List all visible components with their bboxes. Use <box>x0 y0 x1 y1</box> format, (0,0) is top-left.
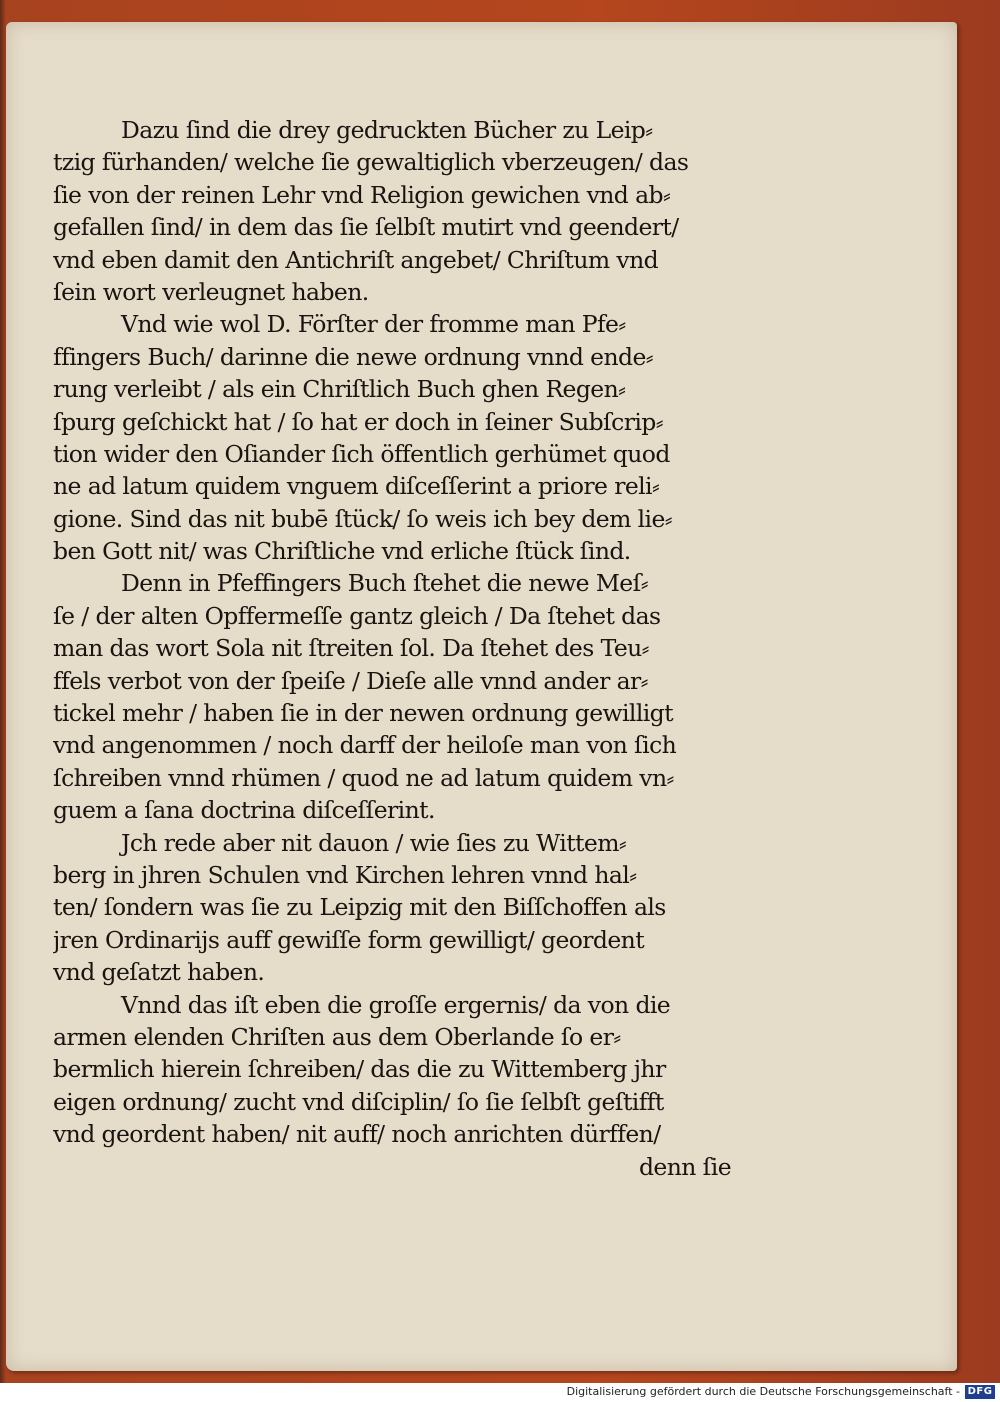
text-line: vnd geordent haben/ nit auff/ noch anrichten dürffen/ <box>53 1120 661 1149</box>
text-line: Vnnd das iſt eben die groſſe ergernis/ da von die <box>121 990 671 1019</box>
footer-credit: Digitalisierung gefördert durch die Deutsche Forschungsgemeinschaft - <box>566 1385 960 1398</box>
text-line: eigen ordnung/ zucht vnd diſciplin/ ſo ſie ſelbſt geſtifft <box>53 1087 664 1116</box>
text-line: man das wort Sola nit ſtreiten ſol. Da ſtehet des Teu⸗ <box>53 634 649 663</box>
text-line: berg in jhren Schulen vnd Kirchen lehren vnnd hal⸗ <box>53 860 637 889</box>
dfg-logo-icon: DFG <box>965 1385 995 1399</box>
text-line: Vnd wie wol D. Förſter der fromme man Pfe⸗ <box>121 310 626 339</box>
catchword: denn ſie <box>638 1152 731 1181</box>
text-line: armen elenden Chriſten aus dem Oberlande ſo er⸗ <box>53 1022 621 1051</box>
text-line: vnd angenommen / noch darff der heiloſe man von ſich <box>53 731 677 760</box>
text-line: gione. Sind das nit bubē ſtück/ ſo weis ich bey dem lie⸗ <box>53 504 672 533</box>
text-line: bermlich hierein ſchreiben/ das die zu Wittemberg jhr <box>53 1055 666 1084</box>
text-line: ten/ ſondern was ſie zu Leipzig mit den Biſſchoffen als <box>53 893 666 922</box>
text-line: tickel mehr / haben ſie in der newen ordnung gewilligt <box>53 699 673 728</box>
book-page <box>6 22 957 1371</box>
text-line: tion wider den Oſiander ſich öffentlich gerhümet quod <box>53 439 670 468</box>
text-line: Denn in Pfeffingers Buch ſtehet die newe Meſ⸗ <box>121 569 648 598</box>
text-line: ſe / der alten Opffermeſſe gantz gleich / Da ſtehet das <box>53 601 661 630</box>
text-line: ſie von der reinen Lehr vnd Religion gewichen vnd ab⸗ <box>53 180 671 209</box>
text-line: tzig fürhanden/ welche ſie gewaltiglich vberzeugen/ das <box>53 148 689 177</box>
text-line: vnd eben damit den Antichriſt angebet/ Chriſtum vnd <box>53 245 659 274</box>
text-line: Dazu ſind die drey gedruckten Bücher zu Leip⸗ <box>121 116 653 144</box>
text-line: Jch rede aber nit dauon / wie ſies zu Wittem⸗ <box>121 828 627 857</box>
text-line: rung verleibt / als ein Chriſtlich Buch ghen Regen⸗ <box>53 375 626 404</box>
text-line: ſchreiben vnnd rhümen / quod ne ad latum quidem vn⸗ <box>53 763 674 792</box>
text-line: vnd geſatzt haben. <box>53 958 265 987</box>
text-line: ne ad latum quidem vnguem diſceſſerint a priore reli⸗ <box>53 472 660 501</box>
text-line: ſein wort verleugnet haben. <box>53 277 369 306</box>
text-line: ffels verbot von der ſpeiſe / Dieſe alle vnnd ander ar⸗ <box>53 666 648 695</box>
text-line: ſpurg geſchickt hat / ſo hat er doch in ſeiner Subſcrip⸗ <box>53 407 663 436</box>
page-text <box>53 114 733 1183</box>
text-line: ben Gott nit/ was Chriſtliche vnd erliche ſtück ſind. <box>53 537 631 566</box>
footer-bar <box>0 1383 1000 1402</box>
text-line: gefallen ſind/ in dem das ſie ſelbſt mutirt vnd geendert/ <box>53 213 679 242</box>
text-line: jren Ordinarijs auff gewiſſe form gewilligt/ geordent <box>53 925 645 954</box>
text-line: ffingers Buch/ darinne die newe ordnung vnnd ende⸗ <box>53 342 653 371</box>
text-line: guem a ſana doctrina diſceſſerint. <box>53 796 435 825</box>
